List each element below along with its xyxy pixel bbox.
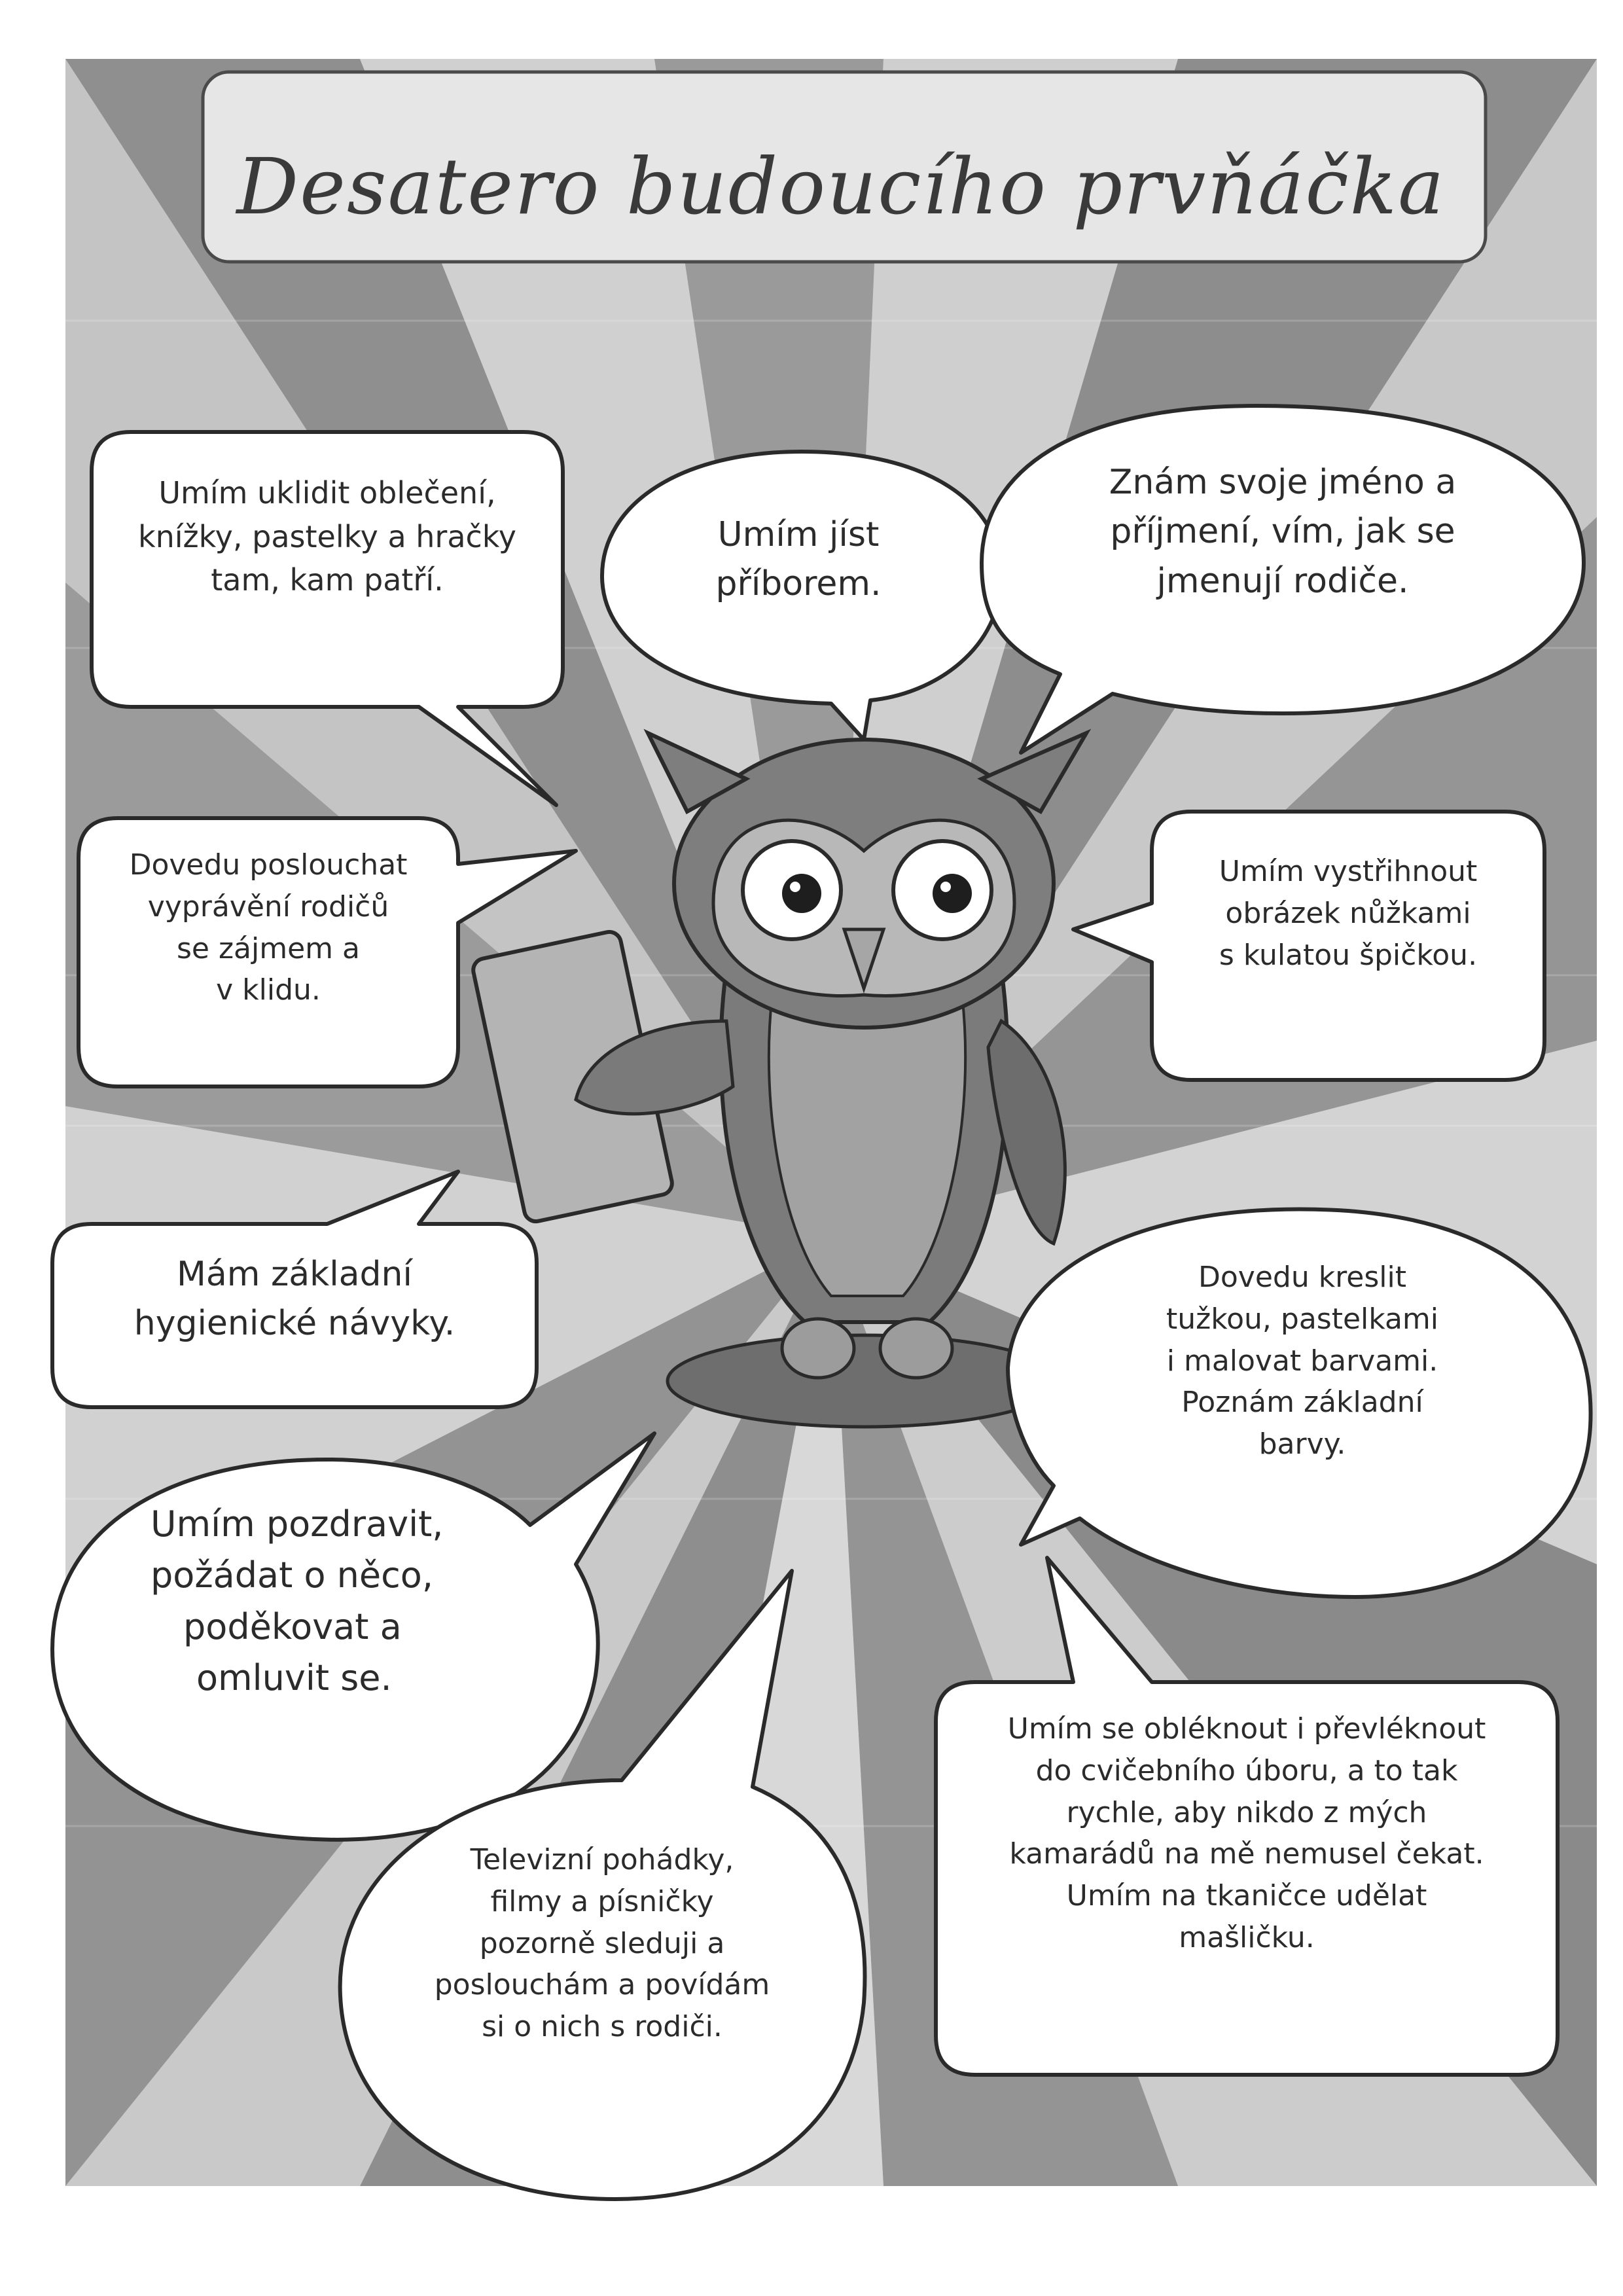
line: Poznám základní	[1181, 1386, 1423, 1420]
line: Umím uklidit oblečení,	[158, 475, 496, 511]
line: kamarádů na mě nemusel čekat.	[1009, 1837, 1484, 1871]
line: mašličku.	[1179, 1920, 1315, 1954]
line: i malovat barvami.	[1166, 1344, 1438, 1378]
line: filmy a písničky	[490, 1884, 714, 1918]
text-hygiena	[59, 1250, 530, 1349]
text-pozdravit	[98, 1499, 530, 1704]
line: Mám základní	[177, 1255, 412, 1294]
text-jist	[641, 511, 955, 609]
text-poslouchat	[85, 844, 452, 1011]
line: si o nich s rodiči.	[482, 2010, 722, 2044]
text-obleknout	[942, 1708, 1551, 1959]
line: rychle, aby nikdo z mých	[1066, 1795, 1427, 1829]
line: pozorně sleduji a	[479, 1926, 725, 1960]
text-televize	[366, 1839, 838, 2048]
line: poslouchám a povídám	[434, 1968, 770, 2002]
line: Dovedu kreslit	[1198, 1261, 1406, 1294]
line: příjmení, vím, jak se	[1110, 512, 1455, 552]
line: se zájmem a	[176, 931, 360, 965]
line: obrázek nůžkami	[1225, 896, 1471, 930]
line: tam, kam patří.	[211, 562, 444, 598]
line: v klidu.	[216, 973, 321, 1007]
line: poděkovat a	[183, 1605, 402, 1647]
line: vyprávění rodičů	[147, 889, 389, 924]
line: Televizní pohádky,	[470, 1843, 734, 1876]
line: Dovedu poslouchat	[129, 848, 408, 882]
line: omluvit se.	[196, 1657, 392, 1698]
line: hygienické návyky.	[134, 1304, 455, 1344]
text-jmeno	[1021, 458, 1544, 606]
page-title: Desatero budoucího prvňáčka	[236, 141, 1446, 232]
line: barvy.	[1258, 1427, 1346, 1462]
line: požádat o něco,	[151, 1554, 433, 1596]
line: příborem.	[715, 564, 882, 604]
line: jmenují rodiče.	[1156, 561, 1409, 601]
line: knížky, pastelky a hračky	[137, 518, 517, 554]
line: do cvičebního úboru, a to tak	[1035, 1753, 1458, 1787]
line: s kulatou špičkou.	[1219, 938, 1478, 972]
line: Umím jíst	[717, 515, 880, 554]
line: Umím pozdravit,	[151, 1503, 444, 1545]
line: Znám svoje jméno a	[1109, 463, 1457, 502]
line: Umím na tkaničce udělat	[1066, 1879, 1427, 1913]
text-uklidit	[98, 471, 556, 602]
text-vystrihnout	[1158, 851, 1538, 976]
line: Umím se obléknout i převléknout	[1007, 1712, 1486, 1746]
text-kreslit	[1054, 1257, 1551, 1465]
line: tužkou, pastelkami	[1166, 1302, 1439, 1336]
line: Umím vystřihnout	[1219, 855, 1478, 888]
